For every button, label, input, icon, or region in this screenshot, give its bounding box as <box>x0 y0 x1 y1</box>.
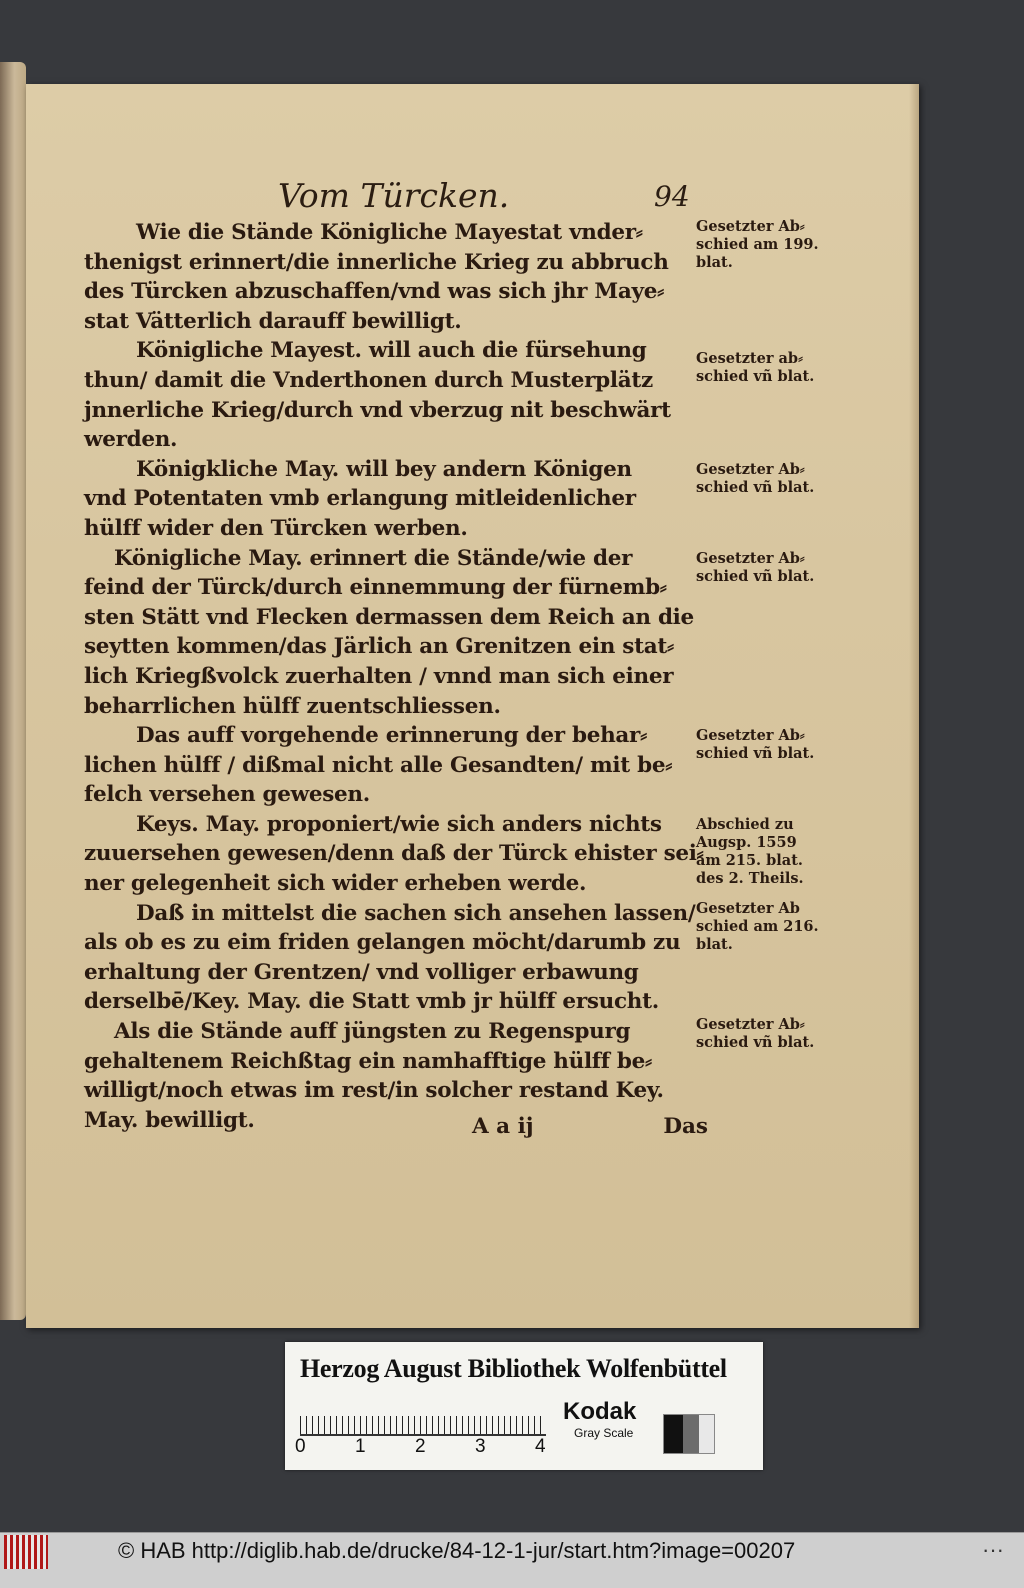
ruler-digits <box>295 1436 555 1460</box>
note-line: Gesetzter Ab <box>696 900 800 917</box>
margin-note <box>696 550 846 586</box>
text-line: willigt/noch etwas im rest/in solcher restand Key. <box>84 1078 664 1104</box>
text-line: Keys. May. proponiert/wie sich anders nichts <box>136 811 662 837</box>
note-line: Gesetzter Ab⸗ <box>696 1016 805 1033</box>
note-line: Abschied zu <box>696 816 794 833</box>
text-line: stat Vätterlich darauff bewilligt. <box>84 308 462 334</box>
note-line: Gesetzter Ab⸗ <box>696 550 805 567</box>
text-line: Als die Stände auff jüngsten zu Regenspurg <box>114 1019 631 1045</box>
running-head: Vom Türcken. <box>278 176 510 215</box>
gray-scale-swatch <box>663 1414 715 1454</box>
note-line: Gesetzter Ab⸗ <box>696 218 805 235</box>
paragraph <box>84 544 718 722</box>
paragraph <box>84 455 718 544</box>
text-line: Daß in mittelst die sachen sich ansehen lassen/ <box>136 900 696 926</box>
text-line: felch versehen gewesen. <box>84 782 370 808</box>
text-line: gehaltenem Reichßtag ein namhafftige hülff be⸗ <box>84 1048 652 1074</box>
note-line: schied am 216. <box>696 918 819 935</box>
note-line: schied vñ blat. <box>696 479 815 496</box>
text-line: Königliche Mayest. will auch die fürsehung <box>136 338 647 364</box>
color-reference-card <box>285 1342 763 1470</box>
margin-note <box>696 816 846 888</box>
main-text-block <box>84 218 718 1135</box>
margin-note <box>696 1016 846 1052</box>
text-line: beharrlichen hülff zuentschliessen. <box>84 693 501 719</box>
margin-note <box>696 218 846 272</box>
more-options-icon[interactable]: ··· <box>982 1537 1004 1562</box>
note-line: blat. <box>696 936 733 953</box>
note-line: Augsp. 1559 <box>696 834 797 851</box>
text-line: des Türcken abzuschaffen/vnd was sich jhr Maye⸗ <box>84 279 664 305</box>
text-line: als ob es zu eim friden gelangen möcht/darumb zu <box>84 930 681 956</box>
text-line: feind der Türck/durch einnemmung der fürnemb⸗ <box>84 575 667 601</box>
note-line: schied vñ blat. <box>696 368 815 385</box>
text-line: Königliche May. erinnert die Stände/wie der <box>114 545 633 571</box>
note-line: blat. <box>696 254 733 271</box>
margin-note <box>696 461 846 497</box>
page-edge-shadow <box>909 84 919 1328</box>
signature-line <box>84 1114 718 1144</box>
margin-note <box>696 900 846 954</box>
note-line: am 215. blat. <box>696 852 803 869</box>
text-line: Wie die Stände Königliche Mayestat vnder⸗ <box>136 220 643 245</box>
text-line: vnd Potentaten vmb erlangung mitleidenlicher <box>84 486 636 512</box>
ruler-scale <box>300 1398 546 1436</box>
text-line: seytten kommen/das Järlich an Grenitzen ein stat⸗ <box>84 634 674 660</box>
note-line: des 2. Theils. <box>696 870 804 887</box>
signature-mark: A a ij <box>472 1114 534 1139</box>
ruler-digit: 0 <box>295 1436 306 1457</box>
note-line: Gesetzter ab⸗ <box>696 350 803 367</box>
paragraph <box>84 810 718 899</box>
text-line: lich Kriegßvolck zuerhalten / vnnd man sich einer <box>84 663 674 689</box>
ruler-digit: 3 <box>475 1436 486 1457</box>
hab-logo-icon <box>4 1535 48 1569</box>
text-line: sten Stätt vnd Flecken dermassen dem Reich an die <box>84 604 694 630</box>
ruler-digit: 1 <box>355 1436 366 1457</box>
text-line: thun/ damit die Vnderthonen durch Musterplätz <box>84 367 653 393</box>
paragraph <box>84 721 718 810</box>
page-number: 94 <box>654 180 690 213</box>
citation-link[interactable]: © HAB http://diglib.hab.de/drucke/84-12-1-jur/start.htm?image=00207 <box>118 1538 796 1563</box>
note-line: schied vñ blat. <box>696 568 815 585</box>
book-page <box>26 84 919 1328</box>
note-line: Gesetzter Ab⸗ <box>696 461 805 478</box>
text-line: zuuersehen gewesen/denn daß der Türck ehister sei⸗ <box>84 841 704 867</box>
margin-note <box>696 350 846 386</box>
note-line: schied vñ blat. <box>696 1034 815 1051</box>
note-line: schied vñ blat. <box>696 745 815 762</box>
text-line: Das auff vorgehende erinnerung der behar⸗ <box>136 723 647 749</box>
text-line: jnnerliche Krieg/durch vnd vberzug nit beschwärt <box>84 397 671 423</box>
paragraph <box>84 336 718 454</box>
text-line: derselbē/Key. May. die Statt vmb jr hülff ersucht. <box>84 989 659 1015</box>
footer-bar <box>0 1532 1024 1588</box>
text-line: Königkliche May. will bey andern Königen <box>136 456 632 482</box>
text-line: werden. <box>84 427 178 453</box>
ruler-digit: 2 <box>415 1436 426 1457</box>
text-line: erhaltung der Grentzen/ vnd volliger erbawung <box>84 959 639 985</box>
gray-scale-label: Gray Scale <box>574 1426 634 1440</box>
text-line: ner gelegenheit sich wider erheben werde. <box>84 871 587 897</box>
ruler-digit: 4 <box>535 1436 546 1457</box>
text-line: thenigst erinnert/die innerliche Krieg zu abbruch <box>84 249 669 275</box>
note-line: schied am 199. <box>696 236 819 253</box>
text-line: May. bewilligt. <box>84 1107 255 1133</box>
paragraph <box>84 899 718 1017</box>
note-line: Gesetzter Ab⸗ <box>696 727 805 744</box>
paragraph <box>84 218 718 336</box>
margin-note <box>696 727 846 763</box>
library-name: Herzog August Bibliothek Wolfenbüttel <box>300 1354 727 1383</box>
catchword: Das <box>663 1114 708 1139</box>
text-line: lichen hülff / dißmal nicht alle Gesandten/ mit be⸗ <box>84 752 673 778</box>
kodak-brand: Kodak <box>563 1398 637 1425</box>
facing-page-edge <box>0 62 26 1320</box>
text-line: hülff wider den Türcken werben. <box>84 515 468 541</box>
